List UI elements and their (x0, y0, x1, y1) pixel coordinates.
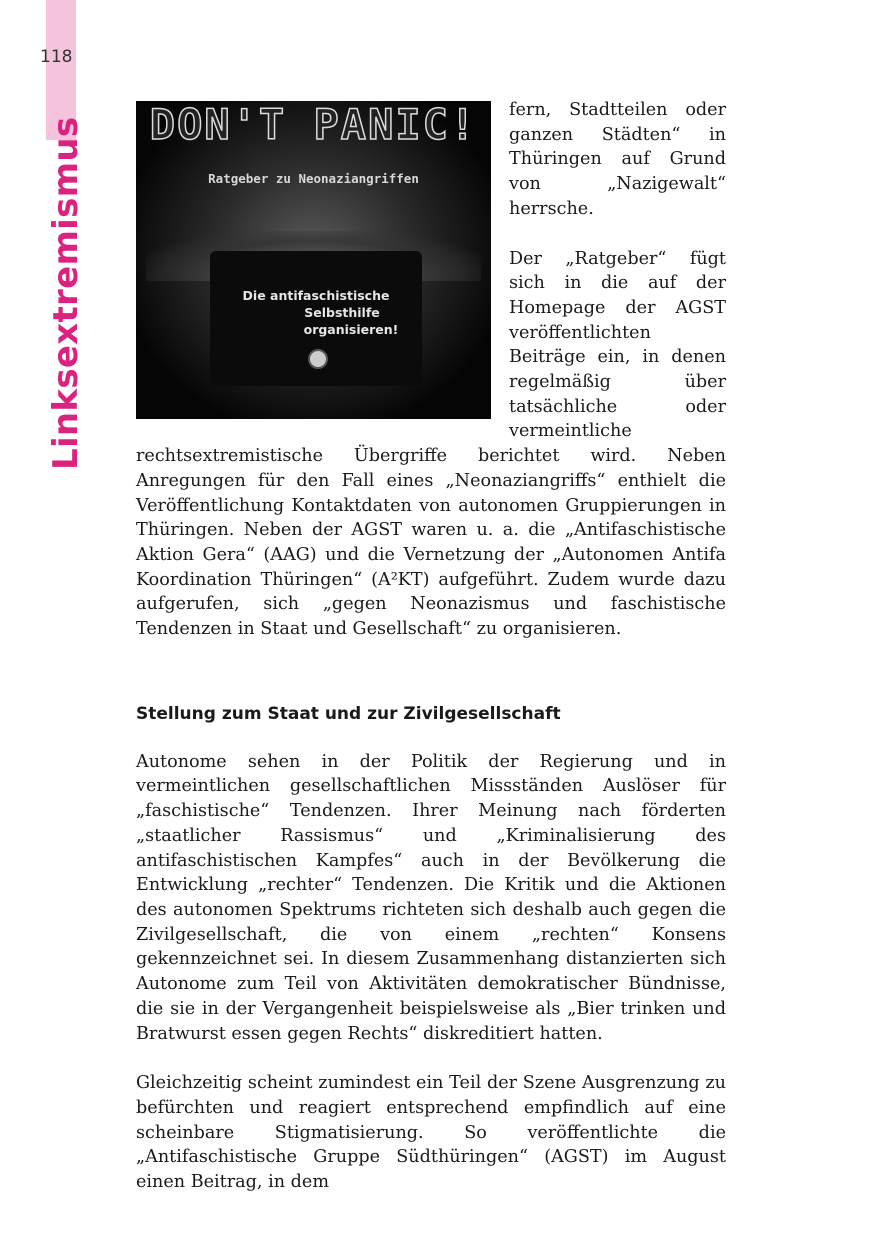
section-title-vertical: Linksextremismus (46, 116, 86, 470)
poster-subtitle: Ratgeber zu Neonaziangriffen (208, 171, 419, 186)
poster-title: DON'T PANIC! (149, 101, 478, 149)
page-number: 118 (40, 47, 73, 67)
poster-image (136, 101, 491, 419)
main-text (136, 98, 726, 1220)
poster-banner (210, 251, 422, 386)
banner-line: Selbsthilfe (304, 305, 380, 320)
section-heading: Stellung zum Staat und zur Zivilgesellschaft (136, 703, 561, 724)
paragraph: fern, Stadtteilen oder ganzen Städten“ in Thüringen auf Grund von „Nazigewalt“ herrsche. (509, 100, 726, 219)
antifa-logo-icon (308, 349, 328, 369)
paragraph: Autonome sehen in der Politik der Regierung und in vermeintlichen gesellschaftlichen Missständen Auslöser für „faschistische“ Tendenzen. Ihrer Meinung nach förderten „staatlicher Rassismus“ und „Kriminalisierung des antifaschistischen Kampfes“ auch in der Bevölkerung die Entwicklung „rechter“ Tendenzen. Die Kritik und die Aktionen des autonomen Spektrums richteten sich deshalb auch gegen die Zivilgesellschaft, die von einem „rechten“ Konsens gekennzeichnet sei. In diesem Zusammenhang distanzierten sich Autonome zum Teil von Aktivitäten demokratischer Bündnisse, die sie in der Vergangenheit beispielsweise als „Bier trinken und Bratwurst essen gegen Rechts“ diskreditiert hatten. (136, 751, 726, 1044)
banner-line: Die antifaschistische (242, 288, 390, 303)
paragraph: Gleichzeitig scheint zumindest ein Teil der Szene Ausgrenzung zu befürchten und reagiert entsprechend empfindlich auf eine scheinbare Stigmatisierung. So veröffentlichte die „Antifaschistische Gruppe Südthüringen“ (AGST) im August einen Beitrag, in dem (136, 1073, 726, 1193)
banner-line: organisieren! (303, 322, 399, 337)
paragraph: Der „Ratgeber“ fügt sich in die auf der Homepage der AGST veröffentlichten Beiträge ein, in denen regelmäßig über tatsächliche oder vermeintliche rechtsextremistische Übergriffe berichtet wird. Neben Anregungen für den Fall eines „Neonaziangriffs“ enthielt die Veröffentlichung Kontaktdaten von autonomen Gruppierungen in Thüringen. Neben der AGST waren u. a. die „Antifaschistische Aktion Gera“ (AAG) und die Vernetzung der „Autonomen Antifa Koordination Thüringen“ (A²KT) aufgeführt. Zudem wurde dazu aufgerufen, sich „gegen Neonazismus und faschistische Tendenzen in Staat und Gesellschaft“ zu organisieren. (136, 248, 726, 640)
